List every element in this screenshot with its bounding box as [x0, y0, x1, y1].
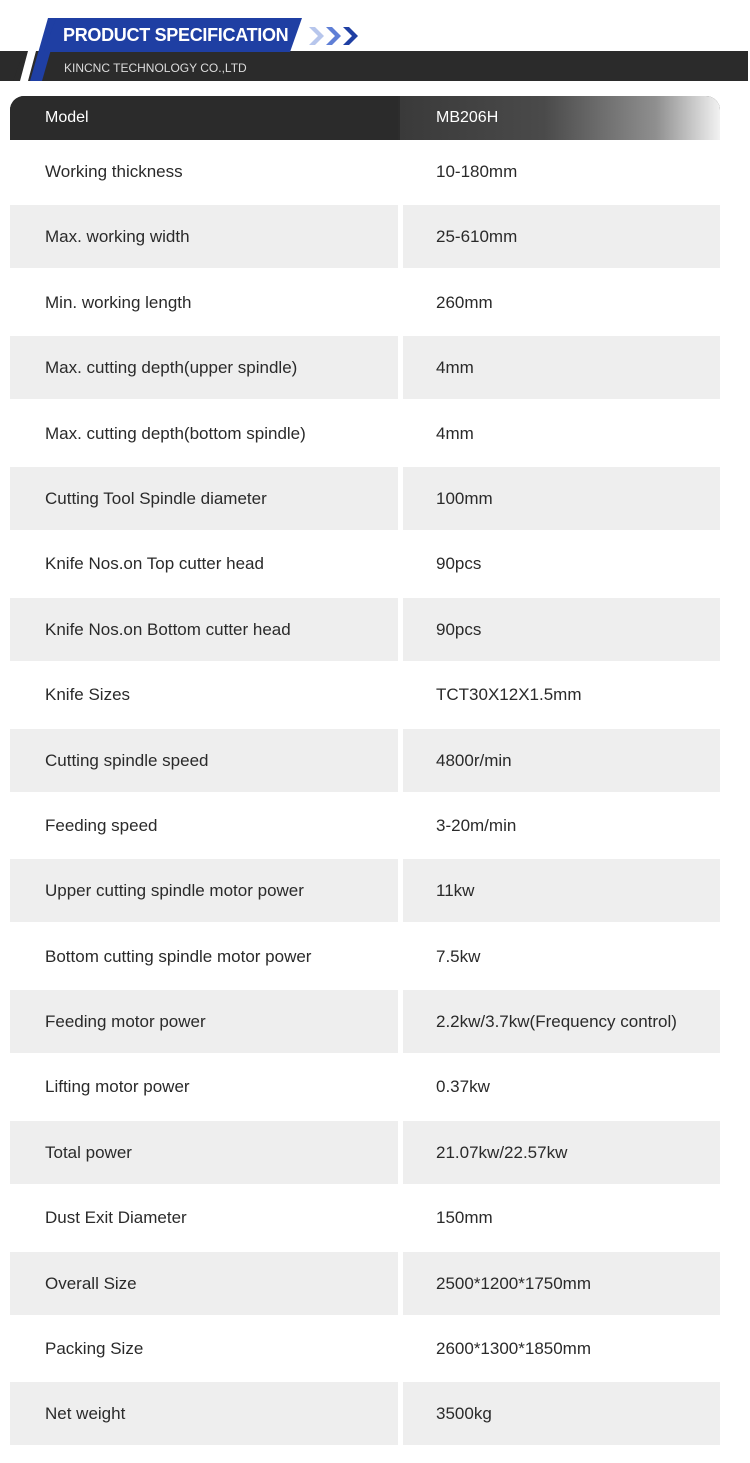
row-value-cell	[403, 663, 720, 726]
row-value-cell	[403, 925, 720, 988]
table-row	[10, 1382, 720, 1447]
row-value-cell	[403, 1121, 720, 1184]
row-value: 2.2kw/3.7kw(Frequency control)	[436, 1012, 677, 1032]
row-value: 2500*1200*1750mm	[436, 1273, 592, 1293]
row-value: TCT30X12X1.5mm	[436, 685, 582, 705]
row-value-cell	[403, 859, 720, 922]
row-value-cell	[403, 205, 720, 268]
row-value-cell	[403, 140, 720, 203]
company-name: KINCNC TECHNOLOGY CO.,LTD	[64, 61, 247, 75]
row-label: Cutting spindle speed	[45, 750, 209, 770]
table-row	[10, 467, 720, 532]
row-value-cell	[403, 990, 720, 1053]
row-value: 90pcs	[436, 554, 482, 574]
table-row	[10, 663, 720, 728]
row-value-cell	[403, 336, 720, 399]
header-cell-value	[400, 96, 720, 140]
spec-table	[10, 96, 720, 1448]
row-label: Cutting Tool Spindle diameter	[45, 488, 267, 508]
row-value-cell	[403, 467, 720, 530]
row-value: 10-180mm	[436, 162, 518, 181]
row-value: 25-610mm	[436, 227, 518, 247]
row-value: 150mm	[436, 1208, 493, 1228]
chevron-arrows-icon	[309, 25, 369, 47]
row-value: 21.07kw/22.57kw	[436, 1142, 568, 1162]
row-label: Max. cutting depth(upper spindle)	[45, 358, 298, 378]
row-value: 4mm	[436, 358, 474, 378]
row-label-cell	[10, 990, 398, 1053]
row-value-cell	[403, 271, 720, 334]
row-label: Knife Sizes	[45, 685, 131, 705]
row-label-cell	[10, 1121, 398, 1184]
row-label: Knife Nos.on Top cutter head	[45, 554, 264, 574]
table-row	[10, 990, 720, 1055]
table-row	[10, 140, 720, 205]
row-label-cell	[10, 271, 398, 334]
table-row	[10, 532, 720, 597]
row-label-cell	[10, 1317, 398, 1380]
row-label: Max. working width	[45, 227, 190, 247]
row-label-cell	[10, 1055, 398, 1118]
row-value-cell	[403, 1317, 720, 1380]
row-label: Upper cutting spindle motor power	[45, 881, 304, 901]
row-label-cell	[10, 532, 398, 595]
row-value-cell	[403, 402, 720, 465]
row-label-cell	[10, 467, 398, 530]
row-label: Overall Size	[45, 1273, 137, 1293]
table-row	[10, 925, 720, 990]
table-row	[10, 402, 720, 467]
row-label: Net weight	[45, 1404, 126, 1424]
row-label-cell	[10, 794, 398, 857]
row-value-cell	[403, 794, 720, 857]
model-value: MB206H	[436, 109, 499, 126]
row-label: Lifting motor power	[45, 1077, 190, 1097]
row-label: Min. working length	[45, 292, 192, 312]
row-label-cell	[10, 859, 398, 922]
row-value-cell	[403, 1252, 720, 1315]
row-label-cell	[10, 1252, 398, 1315]
row-value: 90pcs	[436, 619, 482, 639]
row-value-cell	[403, 729, 720, 792]
table-row	[10, 271, 720, 336]
row-label: Total power	[45, 1142, 132, 1162]
header-cell-label	[10, 96, 398, 140]
row-value-cell	[403, 532, 720, 595]
table-row	[10, 1317, 720, 1382]
row-label: Knife Nos.on Bottom cutter head	[45, 619, 291, 639]
table-row	[10, 1252, 720, 1317]
row-value-cell	[403, 1186, 720, 1249]
row-label: Working thickness	[45, 162, 183, 181]
model-label: Model	[45, 109, 89, 126]
row-label-cell	[10, 663, 398, 726]
row-value: 2600*1300*1850mm	[436, 1339, 592, 1359]
row-label: Feeding motor power	[45, 1012, 206, 1032]
row-label: Bottom cutting spindle motor power	[45, 946, 312, 966]
row-label-cell	[10, 205, 398, 268]
table-row	[10, 1186, 720, 1251]
row-value: 260mm	[436, 292, 493, 312]
table-row	[10, 205, 720, 270]
row-label: Max. cutting depth(bottom spindle)	[45, 423, 306, 443]
row-value: 4800r/min	[436, 750, 512, 770]
row-label-cell	[10, 336, 398, 399]
table-row	[10, 1055, 720, 1120]
table-row	[10, 336, 720, 401]
row-value: 11kw	[436, 881, 475, 901]
table-row	[10, 729, 720, 794]
row-value: 0.37kw	[436, 1077, 490, 1097]
row-label-cell	[10, 140, 398, 203]
row-value: 7.5kw	[436, 946, 481, 966]
row-value: 100mm	[436, 488, 493, 508]
table-header-row	[10, 96, 720, 140]
row-value-cell	[403, 598, 720, 661]
row-label: Feeding speed	[45, 815, 158, 835]
table-row	[10, 859, 720, 924]
spec-header	[0, 0, 750, 82]
row-value: 3-20m/min	[436, 815, 517, 835]
row-value: 4mm	[436, 423, 474, 443]
page-title: PRODUCT SPECIFICATION	[63, 25, 289, 45]
row-label-cell	[10, 1186, 398, 1249]
table-row	[10, 1121, 720, 1186]
row-label: Packing Size	[45, 1339, 144, 1359]
row-label: Dust Exit Diameter	[45, 1208, 187, 1228]
row-label-cell	[10, 729, 398, 792]
row-label-cell	[10, 598, 398, 661]
row-value-cell	[403, 1382, 720, 1445]
row-label-cell	[10, 1382, 398, 1445]
table-row	[10, 598, 720, 663]
table-body	[10, 140, 720, 1448]
row-value-cell	[403, 1055, 720, 1118]
table-row	[10, 794, 720, 859]
row-label-cell	[10, 402, 398, 465]
row-label-cell	[10, 925, 398, 988]
row-value: 3500kg	[436, 1404, 492, 1424]
